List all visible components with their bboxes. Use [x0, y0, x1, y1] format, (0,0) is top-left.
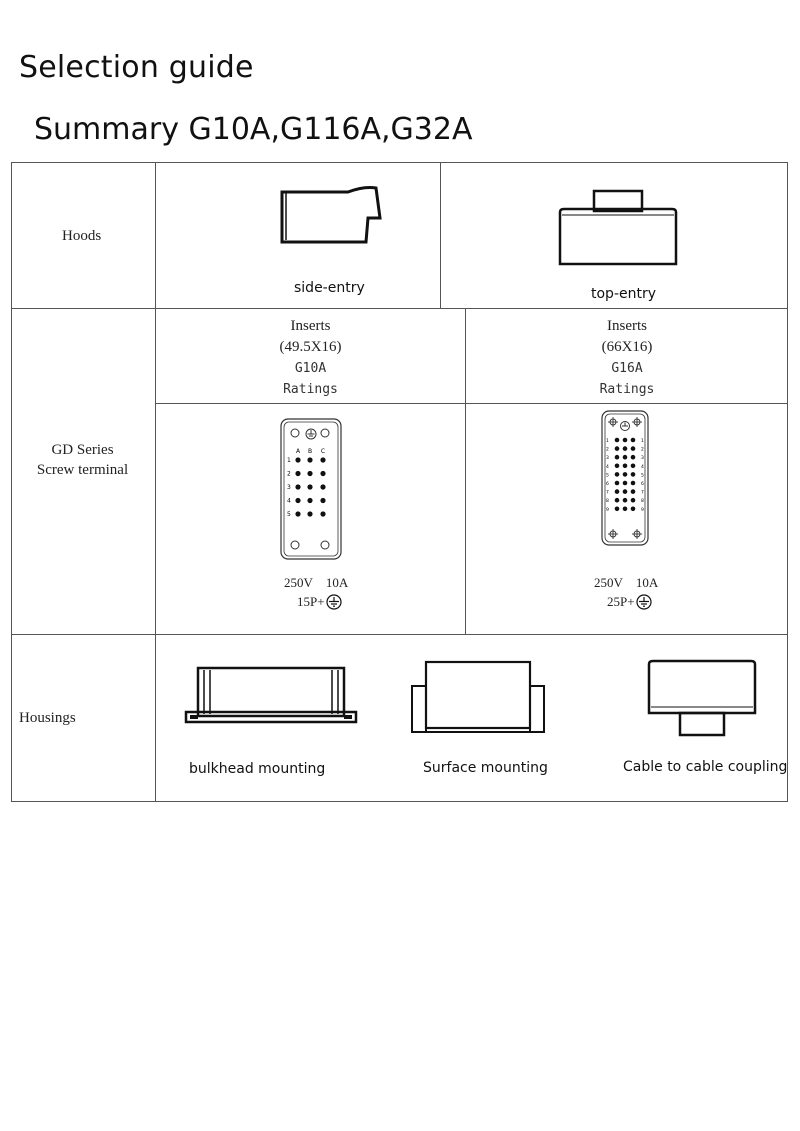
housings-label: Housings — [19, 710, 76, 726]
contact-pin — [307, 471, 312, 476]
surface-housing-drawing — [410, 660, 548, 736]
row-label: 6 — [641, 482, 644, 487]
row-label: 3 — [606, 456, 609, 462]
contact-pin — [623, 498, 628, 503]
insert-left-model: G10A — [294, 361, 327, 376]
mount-screw-icons — [608, 417, 642, 539]
contact-pin — [623, 455, 628, 460]
contact-pin — [615, 455, 620, 460]
row-divider-1 — [11, 308, 788, 309]
contact-pin — [623, 438, 628, 443]
contact-pin — [295, 471, 300, 476]
contact-pin — [295, 511, 300, 516]
contact-pin — [320, 484, 325, 489]
label-column-divider — [155, 162, 156, 802]
row-label: 2 — [641, 447, 644, 453]
side-entry-hood-drawing — [276, 182, 386, 248]
ground-icon — [635, 594, 653, 610]
contact-pin — [295, 484, 300, 489]
row-label: 5 — [287, 511, 291, 518]
contact-pin — [631, 507, 636, 512]
row-label: 2 — [287, 470, 291, 478]
contact-pin — [307, 511, 312, 516]
contact-pin — [320, 511, 325, 516]
top-entry-caption: top-entry — [591, 286, 657, 302]
gd-inner-divider — [155, 403, 788, 404]
page-subtitle: Summary G10A,G116A,G32A — [34, 112, 473, 147]
insert-left-pin-count — [297, 594, 343, 611]
gd-series-label-line2: Screw terminal — [36, 462, 129, 478]
ground-icon — [325, 594, 343, 610]
row-label: 7 — [606, 490, 609, 496]
insert-left-current: 10A — [325, 575, 349, 590]
row-label: 5 — [606, 473, 609, 479]
contact-pin — [615, 489, 620, 494]
contact-pin — [307, 484, 312, 489]
insert-left-size: (49.5X16) — [279, 339, 342, 355]
row-label: 3 — [641, 456, 644, 462]
insert-right-header — [466, 316, 788, 400]
ground-icon — [306, 429, 316, 439]
contact-pin — [623, 489, 628, 494]
contact-pin — [320, 471, 325, 476]
contact-pin — [295, 498, 300, 503]
contact-pin — [623, 464, 628, 469]
contact-pin — [623, 507, 628, 512]
top-entry-hood-drawing — [556, 188, 680, 268]
insert-25p-drawing — [601, 410, 649, 546]
row-label: 5 — [641, 473, 644, 479]
contact-pin — [615, 498, 620, 503]
col-label-b: B — [307, 448, 313, 455]
contact-pin — [615, 464, 620, 469]
contact-pin — [615, 481, 620, 486]
row-label: 2 — [606, 447, 609, 453]
contact-pin — [615, 507, 620, 512]
col-label-a: A — [295, 448, 301, 455]
row-label: 6 — [606, 482, 609, 487]
insert-right-voltage: 250V — [594, 575, 623, 590]
insert-right-model: G16A — [611, 361, 643, 376]
contact-pin — [631, 472, 636, 477]
insert-right-pins: 25P+ — [607, 594, 635, 609]
row-label: 8 — [606, 499, 609, 505]
row-divider-2 — [11, 634, 788, 635]
row-label: 8 — [641, 499, 644, 505]
insert-right-ratings-heading: Ratings — [599, 382, 655, 397]
gd-series-label — [20, 442, 145, 479]
insert-left-header — [156, 316, 465, 400]
ground-icon — [621, 422, 630, 431]
contact-pin — [631, 489, 636, 494]
col-label-c: C — [320, 448, 326, 455]
contact-pin — [615, 446, 620, 451]
insert-right-current: 10A — [635, 575, 659, 590]
row-label: 4 — [287, 497, 291, 505]
hoods-label: Hoods — [62, 228, 102, 244]
contact-pin — [320, 457, 325, 462]
row-label: 9 — [641, 507, 644, 513]
insert-left-ratings-heading: Ratings — [283, 382, 338, 397]
insert-right-title: Inserts — [607, 318, 647, 334]
insert-left-title: Inserts — [290, 318, 331, 334]
contact-pin — [623, 446, 628, 451]
contact-pin — [623, 481, 628, 486]
row-label: 7 — [641, 490, 644, 496]
hoods-split-divider — [440, 162, 441, 308]
row-label: 4 — [606, 464, 609, 470]
contact-pin — [631, 455, 636, 460]
row-label: 9 — [606, 507, 609, 513]
contact-pin — [631, 446, 636, 451]
contact-pin — [320, 498, 325, 503]
contact-pin — [615, 438, 620, 443]
surface-caption: Surface mounting — [423, 760, 548, 776]
contact-pin — [631, 464, 636, 469]
row-label: 1 — [606, 439, 609, 444]
bulkhead-caption: bulkhead mounting — [189, 761, 326, 777]
row-label: 3 — [287, 484, 291, 491]
table-border-bottom — [11, 801, 788, 802]
insert-left-rating-line — [284, 575, 348, 591]
insert-15p-drawing — [280, 418, 342, 560]
table-border-left — [11, 162, 12, 802]
row-label: 4 — [641, 464, 644, 470]
insert-right-pin-count — [607, 594, 653, 611]
contact-pin — [631, 438, 636, 443]
coupling-caption: Cable to cable coupling — [623, 759, 788, 775]
contact-pin — [631, 481, 636, 486]
row-label: 1 — [641, 439, 644, 444]
contact-pin — [295, 457, 300, 462]
side-entry-caption: side-entry — [294, 280, 365, 296]
insert-right-size: (66X16) — [601, 339, 653, 355]
contact-pin — [631, 498, 636, 503]
bulkhead-housing-drawing — [184, 664, 358, 726]
insert-left-voltage: 250V — [284, 575, 313, 590]
contact-pin — [615, 472, 620, 477]
row-label: 1 — [287, 457, 291, 464]
gd-series-label-line1: GD Series — [51, 442, 114, 458]
contact-pin — [623, 472, 628, 477]
table-border-top — [11, 162, 788, 163]
page-title: Selection guide — [19, 50, 254, 85]
insert-left-pins: 15P+ — [297, 594, 325, 609]
contact-pin — [307, 457, 312, 462]
coupling-housing-drawing — [646, 659, 760, 739]
table-border-right — [787, 162, 788, 802]
contact-pin — [307, 498, 312, 503]
insert-right-rating-line — [594, 575, 658, 591]
